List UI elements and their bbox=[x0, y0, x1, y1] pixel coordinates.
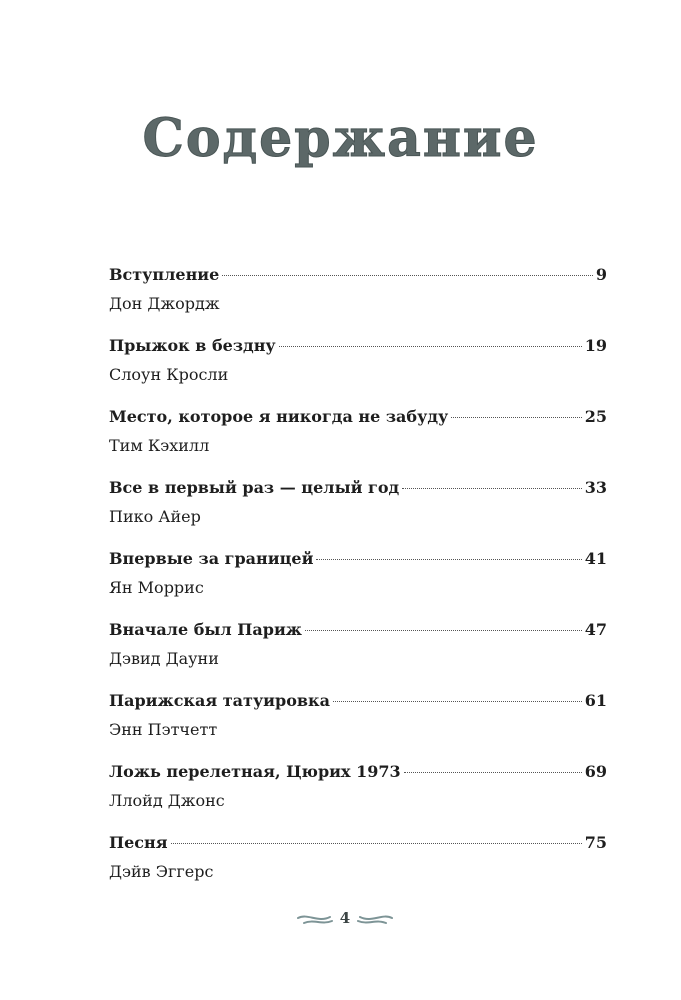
toc-entry bbox=[109, 833, 607, 904]
toc-page-number: 47 bbox=[584, 620, 607, 639]
toc-entry-title: Песня bbox=[109, 833, 168, 852]
toc-page-number: 19 bbox=[584, 336, 607, 355]
toc-entry-author: Дон Джордж bbox=[109, 294, 220, 313]
toc-entry-title: Впервые за границей bbox=[109, 549, 314, 568]
toc-entry-author: Ллойд Джонс bbox=[109, 791, 225, 810]
toc-entry-author: Пико Айер bbox=[109, 507, 201, 526]
toc-page-number: 9 bbox=[595, 265, 607, 284]
toc-entry bbox=[109, 620, 607, 691]
toc-entry-author: Дэвид Дауни bbox=[109, 649, 219, 668]
toc-page-number: 33 bbox=[584, 478, 607, 497]
dot-leader bbox=[316, 559, 581, 560]
toc-entry-title: Место, которое я никогда не забуду bbox=[109, 407, 449, 426]
dot-leader bbox=[333, 701, 582, 702]
toc-entry bbox=[109, 549, 607, 620]
toc-entry bbox=[109, 762, 607, 833]
table-of-contents bbox=[109, 265, 607, 904]
toc-entry-author: Ян Моррис bbox=[109, 578, 204, 597]
toc-entry bbox=[109, 336, 607, 407]
page-number: 4 bbox=[339, 909, 351, 927]
toc-entry bbox=[109, 691, 607, 762]
toc-entry-title: Прыжок в бездну bbox=[109, 336, 276, 355]
page-title: Содержание bbox=[142, 108, 539, 169]
toc-entry-title: Вначале был Париж bbox=[109, 620, 302, 639]
dot-leader bbox=[305, 630, 582, 631]
dot-leader bbox=[451, 417, 581, 418]
toc-entry-author: Тим Кэхилл bbox=[109, 436, 210, 455]
toc-entry-title: Все в первый раз — целый год bbox=[109, 478, 400, 497]
toc-page-number: 25 bbox=[584, 407, 607, 426]
dot-leader bbox=[402, 488, 582, 489]
page-folio bbox=[290, 905, 400, 935]
toc-entry-author: Дэйв Эггерс bbox=[109, 862, 214, 881]
toc-entry bbox=[109, 478, 607, 549]
toc-entry-title: Парижская татуировка bbox=[109, 691, 330, 710]
toc-page-number: 41 bbox=[584, 549, 607, 568]
toc-entry bbox=[109, 265, 607, 336]
dot-leader bbox=[404, 772, 582, 773]
dot-leader bbox=[279, 346, 582, 347]
dot-leader bbox=[222, 275, 593, 276]
toc-page-number: 75 bbox=[584, 833, 607, 852]
toc-entry bbox=[109, 407, 607, 478]
toc-entry-title: Ложь перелетная, Цюрих 1973 bbox=[109, 762, 401, 781]
toc-page-number: 61 bbox=[584, 691, 607, 710]
toc-entry-author: Слоун Кросли bbox=[109, 365, 229, 384]
toc-entry-title: Вступление bbox=[109, 265, 220, 284]
toc-entry-author: Энн Пэтчетт bbox=[109, 720, 218, 739]
dot-leader bbox=[171, 843, 582, 844]
toc-page-number: 69 bbox=[584, 762, 607, 781]
